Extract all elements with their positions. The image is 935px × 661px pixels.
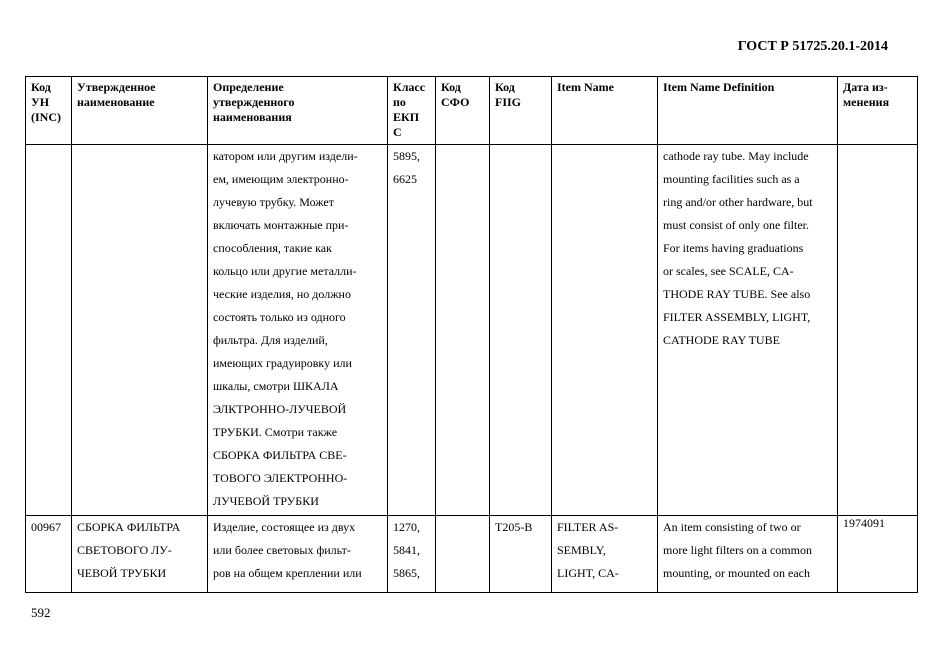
- column-header-fiig: Код FIIG: [490, 77, 552, 145]
- catalog-table: [25, 76, 918, 593]
- table-row: [26, 516, 918, 593]
- cell-definition: Изделие, состоящее из двух или более световых фильт- ров на общем креплении или: [208, 516, 388, 593]
- page-number: 592: [31, 605, 51, 620]
- cell-sfo: [436, 145, 490, 516]
- cell-inc: 00967: [26, 516, 72, 593]
- cell-inc: [26, 145, 72, 516]
- cell-class: 5895, 6625: [388, 145, 436, 516]
- column-header-approved-name: Утвержденное наименование: [72, 77, 208, 145]
- cell-class: 1270, 5841, 5865,: [388, 516, 436, 593]
- cell-item-name: FILTER AS- SEMBLY, LIGHT, CA-: [552, 516, 658, 593]
- column-header-inc: Код УН (INC): [26, 77, 72, 145]
- cell-fiig: [490, 145, 552, 516]
- document-code: ГОСТ Р 51725.20.1-2014: [737, 39, 888, 54]
- header-row: [26, 77, 918, 145]
- cell-fiig: T205-B: [490, 516, 552, 593]
- column-header-sfo: Код СФО: [436, 77, 490, 145]
- cell-item-def: An item consisting of two or more light filters on a common mounting, or mounted on each: [658, 516, 838, 593]
- cell-item-def: cathode ray tube. May include mounting facilities such as a ring and/or other hardware, but must consist of only one filter. For items having graduations or scales, see SCALE, CA- THODE RAY TUBE. See also FILTER ASSEMBLY, LIGHT, CATHODE RAY TUBE: [658, 145, 838, 516]
- cell-item-name: [552, 145, 658, 516]
- cell-approved-name: [72, 145, 208, 516]
- cell-approved-name: СБОРКА ФИЛЬТРА СВЕТОВОГО ЛУ- ЧЕВОЙ ТРУБКИ: [72, 516, 208, 593]
- column-header-definition: Определение утвержденного наименования: [208, 77, 388, 145]
- column-header-date: Дата из- менения: [838, 77, 918, 145]
- column-header-class: Класс по ЕКП С: [388, 77, 436, 145]
- column-header-item-name: Item Name: [552, 77, 658, 145]
- cell-definition: катором или другим издели- ем, имеющим электронно- лучевую трубку. Может включать монтажные при- способления, такие как кольцо или другие металли- ческие изделия, но должно состоять только из одного фильтра. Для изделий, имеющих градуировку или шкалы, смотри ШКАЛА ЭЛКТРОННО-ЛУЧЕВОЙ ТРУБКИ. Смотри также СБОРКА ФИЛЬТРА СВЕ- ТОВОГО ЭЛЕКТРОННО- ЛУЧЕВОЙ ТРУБКИ: [208, 145, 388, 516]
- cell-date: [838, 145, 918, 516]
- column-header-item-def: Item Name Definition: [658, 77, 838, 145]
- cell-date: 1974091: [838, 516, 918, 593]
- table-row: [26, 145, 918, 516]
- cell-sfo: [436, 516, 490, 593]
